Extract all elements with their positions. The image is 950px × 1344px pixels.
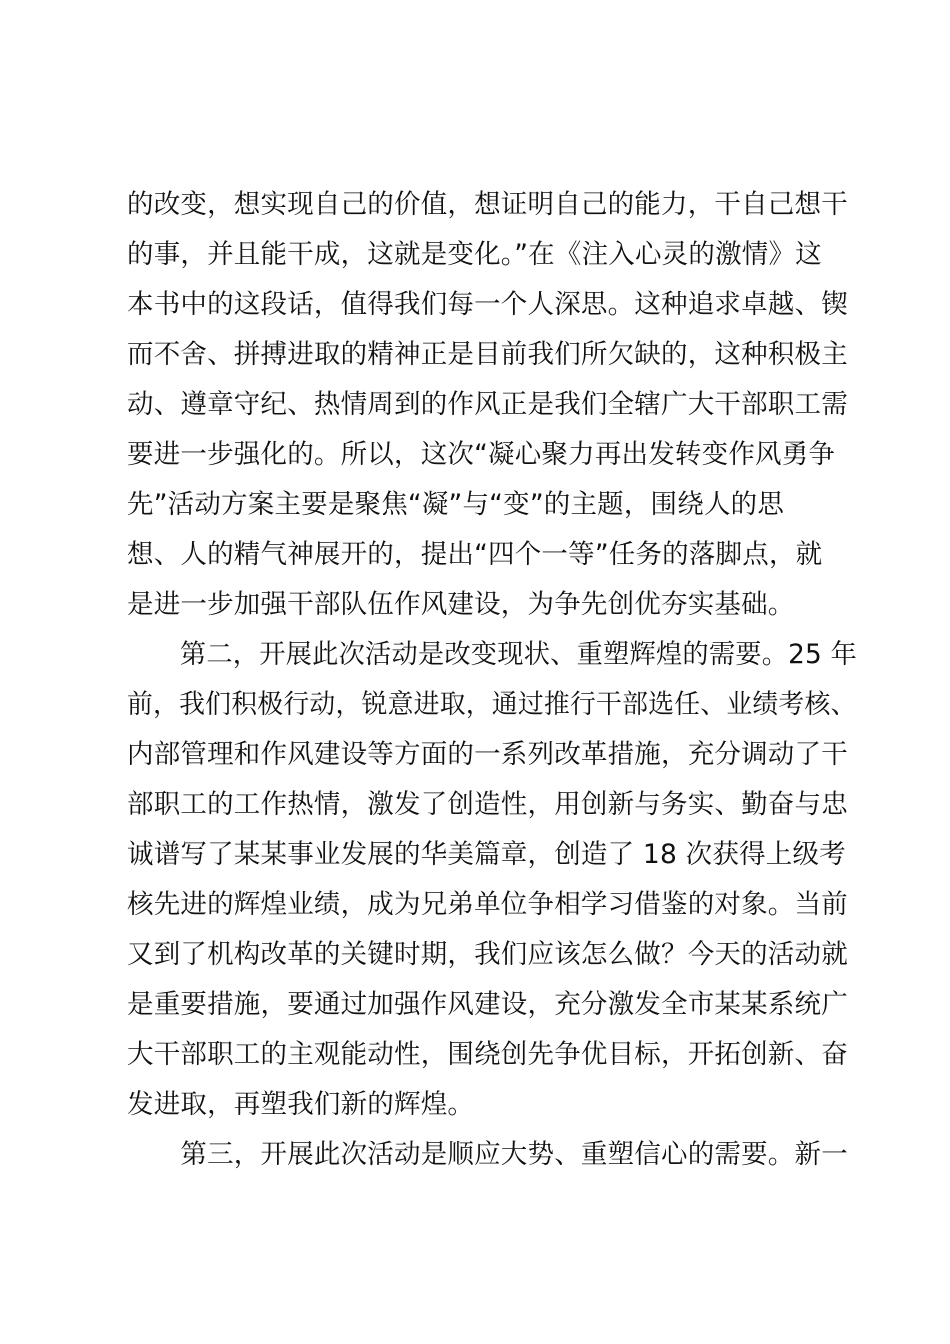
text-line: 核先进的辉煌业绩，成为兄弟单位争相学习借鉴的对象。当前	[127, 889, 848, 920]
text-line: 内部管理和作风建设等方面的一系列改革措施，充分调动了干	[127, 739, 848, 770]
text-line: 前，我们积极行动，锐意进取，通过推行干部选任、业绩考核、	[127, 689, 857, 720]
text-line: 的事，并且能干成，这就是变化。”在《注入心灵的激情》这	[127, 239, 822, 270]
text-line: 是重要措施，要通过加强作风建设，充分激发全市某某系统广	[127, 989, 848, 1020]
text-line: 第二，开展此次活动是改变现状、重塑辉煌的需要。25 年	[127, 639, 857, 670]
text-line: 而不舍、拼搏进取的精神正是目前我们所欠缺的，这种积极主	[127, 339, 848, 370]
text-line: 诚谱写了某某事业发展的华美篇章，创造了 18 次获得上级考	[127, 839, 846, 870]
text-line: 要进一步强化的。所以，这次“凝心聚力再出发转变作风勇争	[127, 439, 836, 470]
text-line: 动、遵章守纪、热情周到的作风正是我们全辖广大干部职工需	[127, 389, 848, 420]
text-line: 本书中的这段话，值得我们每一个人深思。这种追求卓越、锲	[127, 289, 848, 320]
text-line: 的改变，想实现自己的价值，想证明自己的能力，干自己想干	[127, 189, 848, 220]
text-line: 发进取，再塑我们新的辉煌。	[127, 1089, 475, 1120]
text-line: 大干部职工的主观能动性，围绕创先争优目标，开拓创新、奋	[127, 1039, 848, 1070]
text-line: 是进一步加强干部队伍作风建设，为争先创优夯实基础。	[127, 589, 795, 620]
text-line: 想、人的精气神展开的，提出“四个一等”任务的落脚点，就	[127, 539, 823, 570]
text-line: 第三，开展此次活动是顺应大势、重塑信心的需要。新一	[127, 1139, 848, 1170]
text-line: 又到了机构改革的关键时期，我们应该怎么做？今天的活动就	[127, 939, 848, 970]
text-line: 先”活动方案主要是聚焦“凝”与“变”的主题，围绕人的思	[127, 489, 785, 520]
text-line: 部职工的工作热情，激发了创造性，用创新与务实、勤奋与忠	[127, 789, 848, 820]
